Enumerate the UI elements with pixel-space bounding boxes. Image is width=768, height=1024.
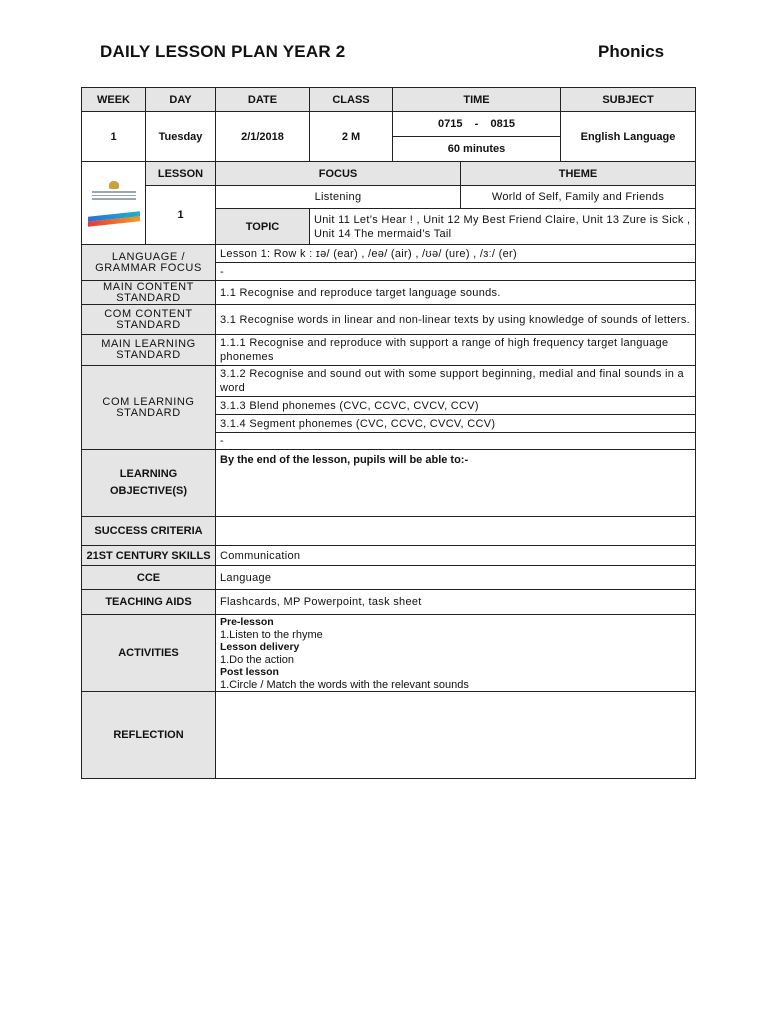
subject-header: SUBJECT: [561, 88, 696, 112]
main-content-label: MAIN CONTENT STANDARD: [82, 281, 216, 305]
time-range: 0715 - 0815: [393, 112, 561, 137]
time-header: TIME: [393, 88, 561, 112]
success-criteria-label: SUCCESS CRITERIA: [82, 517, 216, 546]
class-header: CLASS: [310, 88, 393, 112]
subject-value: English Language: [561, 112, 696, 162]
language-focus-line2: -: [216, 263, 696, 281]
teaching-aids-label: TEACHING AIDS: [82, 590, 216, 615]
cce-label: CCE: [82, 566, 216, 590]
skills-label: 21ST CENTURY SKILLS: [82, 546, 216, 566]
teaching-aids-text: Flashcards, MP Powerpoint, task sheet: [216, 590, 696, 615]
theme-header: THEME: [461, 162, 696, 186]
com-content-label: COM CONTENT STANDARD: [82, 305, 216, 335]
language-focus-label: LANGUAGE / GRAMMAR FOCUS: [82, 245, 216, 281]
lesson-header: LESSON: [146, 162, 216, 186]
logo-cell: [82, 162, 146, 245]
focus-header: FOCUS: [216, 162, 461, 186]
focus-value: Listening: [216, 186, 461, 209]
pre-lesson-heading: Pre-lesson: [220, 616, 274, 628]
activities-content: [216, 615, 696, 692]
theme-value: World of Self, Family and Friends: [461, 186, 696, 209]
date-header: DATE: [216, 88, 310, 112]
lesson-number: 1: [146, 186, 216, 245]
reflection-label: REFLECTION: [82, 692, 216, 779]
class-value: 2 M: [310, 112, 393, 162]
day-header: DAY: [146, 88, 216, 112]
success-criteria-text: [216, 517, 696, 546]
week-header: WEEK: [82, 88, 146, 112]
com-learning-item: 3.1.4 Segment phonemes (CVC, CCVC, CVCV, CCV): [216, 415, 696, 433]
date-value: 2/1/2018: [216, 112, 310, 162]
com-learning-item: 3.1.3 Blend phonemes (CVC, CCVC, CVCV, CCV): [216, 397, 696, 415]
page-title: DAILY LESSON PLAN YEAR 2: [100, 42, 346, 61]
post-lesson-item: 1.Circle / Match the words with the relevant sounds: [220, 678, 469, 691]
lesson-delivery-item: 1.Do the action: [220, 653, 294, 666]
main-learning-label: MAIN LEARNING STANDARD: [82, 335, 216, 366]
post-lesson-heading: Post lesson: [220, 666, 279, 678]
main-learning-text: 1.1.1 Recognise and reproduce with support a range of high frequency target language phonemes: [216, 335, 696, 366]
learning-objectives-label: LEARNING OBJECTIVE(S): [82, 450, 216, 517]
pre-lesson-item: 1.Listen to the rhyme: [220, 628, 323, 641]
subject-heading: Phonics: [598, 42, 665, 61]
topic-label: TOPIC: [216, 209, 310, 245]
com-learning-label: COM LEARNING STANDARD: [82, 366, 216, 450]
com-content-text: 3.1 Recognise words in linear and non-linear texts by using knowledge of sounds of letters.: [216, 305, 696, 335]
lesson-plan-table: [81, 87, 696, 779]
week-value: 1: [82, 112, 146, 162]
activities-label: ACTIVITIES: [82, 615, 216, 692]
topic-value: Unit 11 Let’s Hear ! , Unit 12 My Best Friend Claire, Unit 13 Zure is Sick , Unit 14 The mermaid’s Tail: [310, 209, 696, 245]
learning-objectives-text: By the end of the lesson, pupils will be able to:-: [216, 450, 696, 517]
com-learning-item: -: [216, 433, 696, 450]
day-value: Tuesday: [146, 112, 216, 162]
com-learning-item: 3.1.2 Recognise and sound out with some support beginning, medial and final sounds in a word: [216, 366, 696, 397]
language-focus-line1: Lesson 1: Row k : ɪə/ (ear) , /eə/ (air) , /ʊə/ (ure) , /ɜː/ (er): [216, 245, 696, 263]
ministry-logo-image: [86, 181, 142, 225]
reflection-text: [216, 692, 696, 779]
cce-text: Language: [216, 566, 696, 590]
duration-value: 60 minutes: [393, 137, 561, 162]
skills-text: Communication: [216, 546, 696, 566]
lesson-delivery-heading: Lesson delivery: [220, 641, 300, 653]
main-content-text: 1.1 Recognise and reproduce target language sounds.: [216, 281, 696, 305]
